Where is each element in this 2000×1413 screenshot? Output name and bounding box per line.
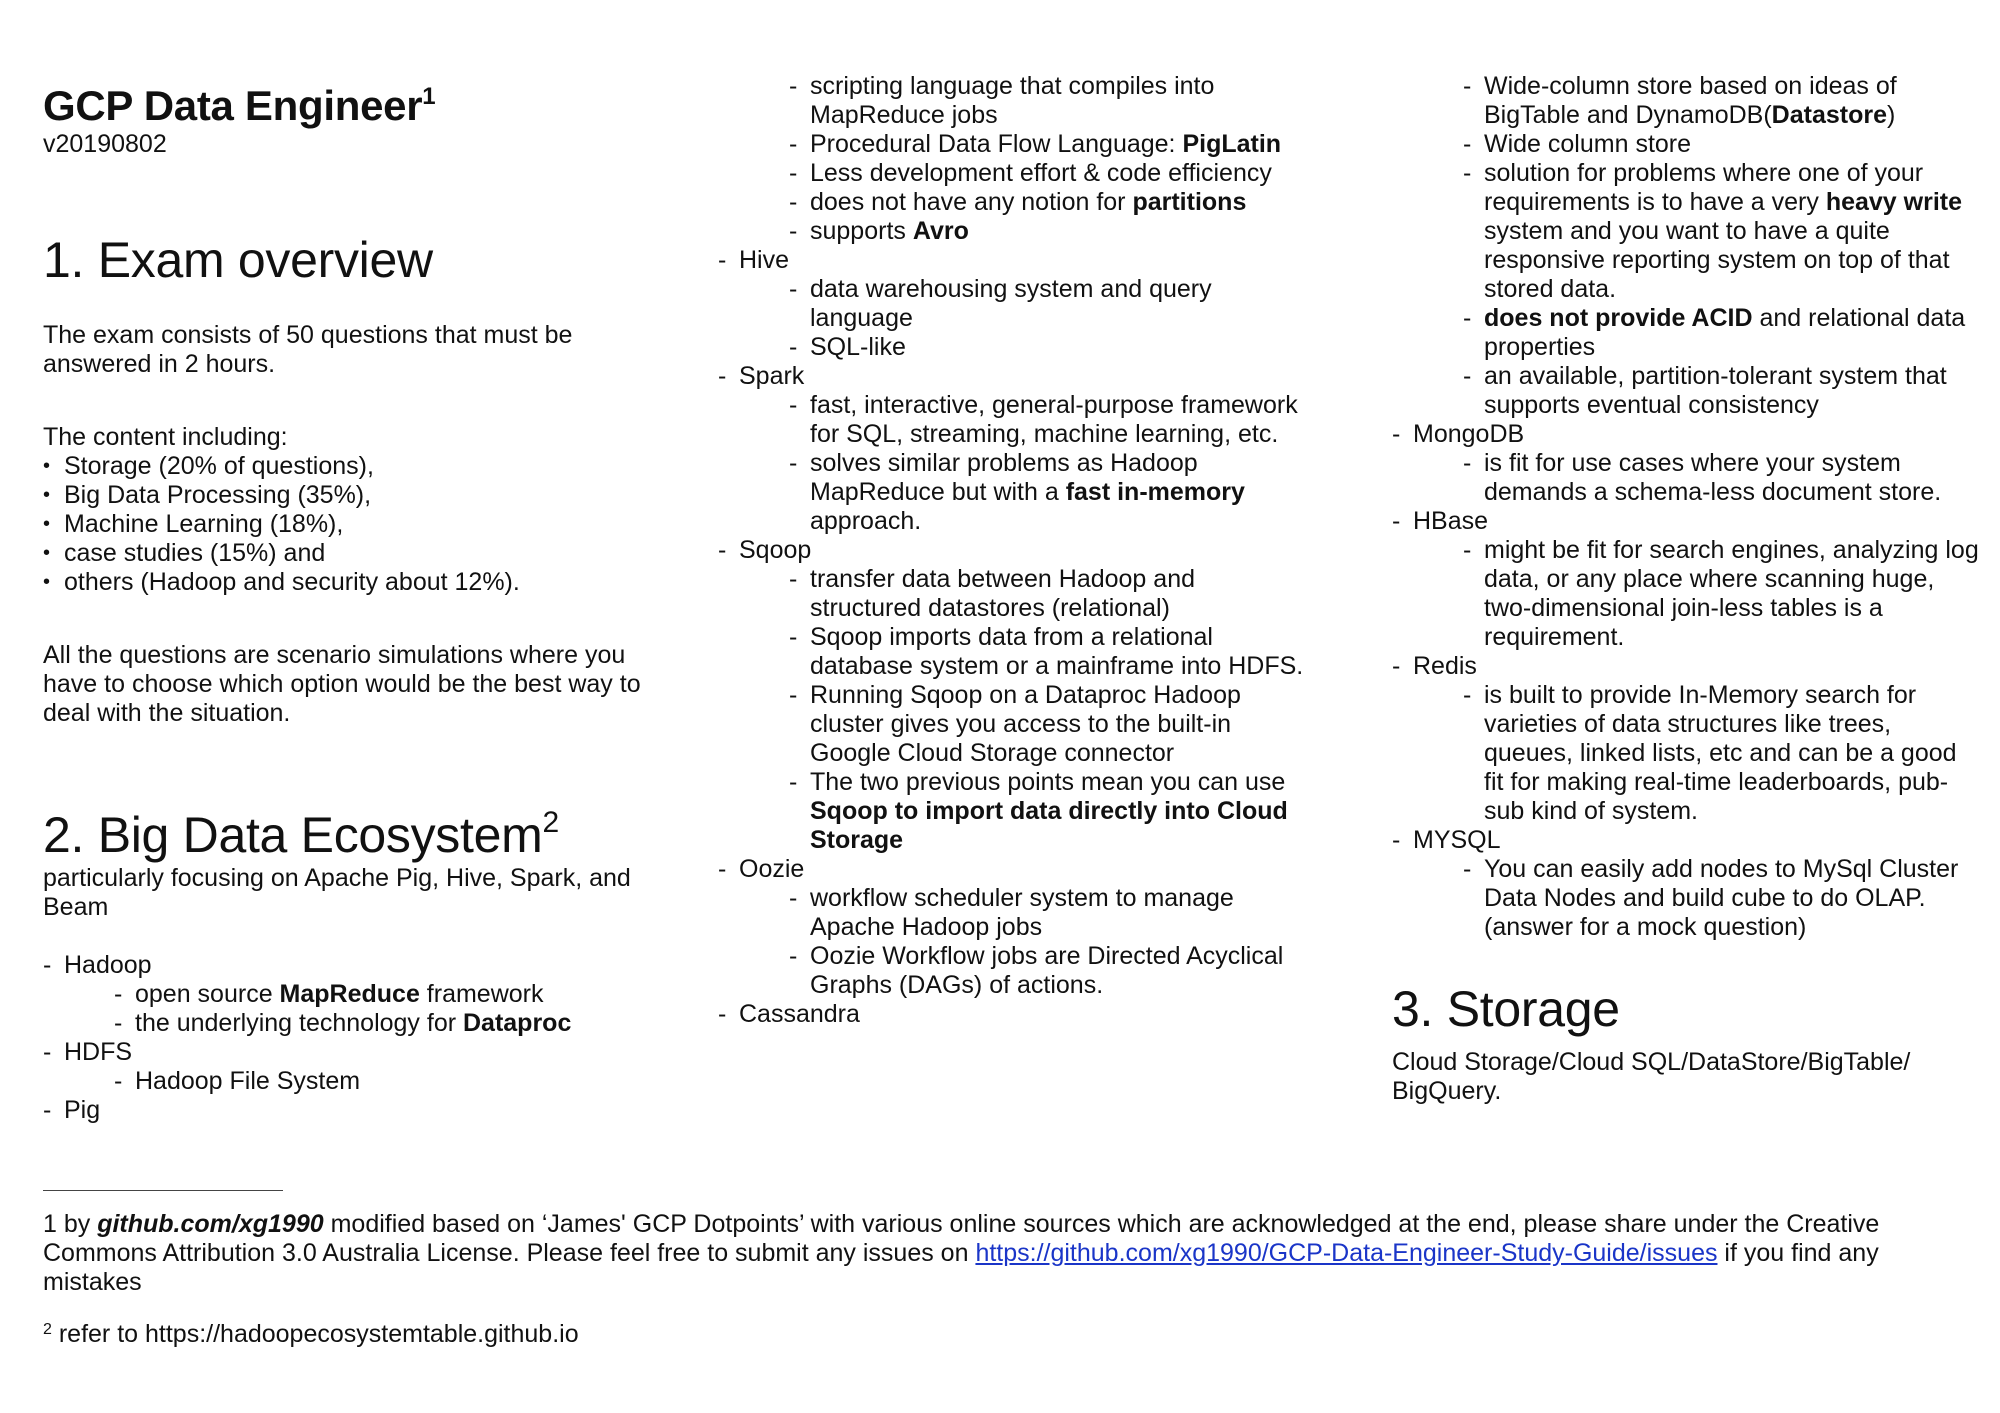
list-item: - an available, partition-tolerant system that supports eventual consistency bbox=[1463, 362, 1982, 420]
column-1 bbox=[43, 72, 643, 1125]
footnote-ref-2[interactable]: 2 bbox=[542, 806, 559, 839]
footnote-2: $^2$ refer to https://hadoopecosystemtable.github.io bbox=[43, 1320, 579, 1348]
list-item: • others (Hadoop and security about 12%). bbox=[43, 568, 643, 597]
list-item-pig-continued bbox=[718, 72, 1308, 246]
list-item: - supports Avro bbox=[789, 217, 1308, 246]
list-item: - open source MapReduce framework bbox=[114, 980, 643, 1009]
list-item: - Wide-column store based on ideas of BigTable and DynamoDB(Datastore) bbox=[1463, 72, 1982, 130]
footnote-1: 1 by github.com/xg1990 modified based on ‘James' GCP Dotpoints’ with various online sources which are acknowledged at the end, please share under the Creative Commons Attribution 3.0 Australia License. Please feel free to submit any issues on https://github.com/xg1990/GCP-Data-Engineer-Study-Guide/issues if you find any mistakes bbox=[43, 1210, 1880, 1296]
list-item: - solves similar problems as Hadoop MapReduce but with a fast in-memory approach. bbox=[789, 449, 1308, 536]
list-item-redis: - Redis - is built to provide In-Memory search for varieties of data structures like trees, queues, linked lists, etc and can be a good fit for making real-time leaderboards, pub-sub kind of system. bbox=[1392, 652, 1982, 826]
list-item: • case studies (15%) and bbox=[43, 539, 643, 568]
list-item: - is built to provide In-Memory search for varieties of data structures like trees, queues, linked lists, etc and can be a good fit for making real-time leaderboards, pub-sub kind of system. bbox=[1463, 681, 1982, 826]
ecosystem-intro: particularly focusing on Apache Pig, Hive, Spark, and Beam bbox=[43, 864, 631, 921]
list-item: - Oozie Workflow jobs are Directed Acyclical Graphs (DAGs) of actions. bbox=[789, 942, 1308, 1000]
ecosystem-list-continued bbox=[718, 72, 1308, 1029]
list-item: - does not provide ACID and relational data properties bbox=[1463, 304, 1982, 362]
document-title: GCP Data Engineer$^1$ bbox=[43, 82, 436, 129]
section-heading-storage: 3. Storage bbox=[1392, 981, 1620, 1037]
list-item: • Big Data Processing (35%), bbox=[43, 481, 643, 510]
list-item: - Running Sqoop on a Dataproc Hadoop cluster gives you access to the built-in Google Cloud Storage connector bbox=[789, 681, 1308, 768]
list-item: - fast, interactive, general-purpose framework for SQL, streaming, machine learning, etc. bbox=[789, 391, 1308, 449]
content-lead: The content including: bbox=[43, 423, 288, 451]
list-item: • Storage (20% of questions), bbox=[43, 452, 643, 481]
list-item: - solution for problems where one of your requirements is to have a very heavy write system and you want to have a quite responsive reporting system on top of that stored data. bbox=[1463, 159, 1982, 304]
list-item: - You can easily add nodes to MySql Cluster Data Nodes and build cube to do OLAP. (answer for a mock question) bbox=[1463, 855, 1982, 942]
footnote-divider bbox=[43, 1190, 283, 1191]
list-item: • Machine Learning (18%), bbox=[43, 510, 643, 539]
list-item-cassandra-continued bbox=[1392, 72, 1982, 420]
footnote-ref-1[interactable]: 1 bbox=[422, 83, 436, 110]
list-item-mongodb: - MongoDB - is fit for use cases where your system demands a schema-less document store. bbox=[1392, 420, 1982, 507]
version-label: v20190802 bbox=[43, 130, 167, 158]
ecosystem-list-continued-2 bbox=[1392, 72, 1982, 942]
storage-text: Cloud Storage/Cloud SQL/DataStore/BigTable/ BigQuery. bbox=[1392, 1048, 1911, 1105]
list-item: - Wide column store bbox=[1463, 130, 1982, 159]
list-item: - the underlying technology for Dataproc bbox=[114, 1009, 643, 1038]
list-item: - is fit for use cases where your system demands a schema-less document store. bbox=[1463, 449, 1982, 507]
list-item-hdfs: - HDFS - Hadoop File System bbox=[43, 1038, 643, 1096]
issues-link[interactable]: https://github.com/xg1990/GCP-Data-Engineer-Study-Guide/issues bbox=[975, 1239, 1718, 1267]
column-2 bbox=[718, 72, 1308, 1029]
list-item: - workflow scheduler system to manage Apache Hadoop jobs bbox=[789, 884, 1308, 942]
list-item: - Sqoop imports data from a relational database system or a mainframe into HDFS. bbox=[789, 623, 1308, 681]
list-item: - scripting language that compiles into MapReduce jobs bbox=[789, 72, 1308, 130]
list-item-hive: - Hive - data warehousing system and query language - SQL-like bbox=[718, 246, 1308, 362]
list-item-hadoop: - Hadoop - open source MapReduce framework - the underlying technology for Dataproc bbox=[43, 951, 643, 1038]
list-item: - The two previous points mean you can use Sqoop to import data directly into Cloud Storage bbox=[789, 768, 1308, 855]
content-list bbox=[43, 452, 643, 597]
list-item-mysql: - MYSQL - You can easily add nodes to MySql Cluster Data Nodes and build cube to do OLAP. (answer for a mock question) bbox=[1392, 826, 1982, 942]
exam-intro: The exam consists of 50 questions that must be answered in 2 hours. bbox=[43, 321, 573, 378]
section-heading-big-data-ecosystem: 2. Big Data Ecosystem$^2$ bbox=[43, 806, 559, 863]
list-item: - transfer data between Hadoop and structured datastores (relational) bbox=[789, 565, 1308, 623]
list-item: - SQL-like bbox=[789, 333, 1308, 362]
exam-closing: All the questions are scenario simulations where you have to choose which option would be the best way to deal with the situation. bbox=[43, 641, 641, 727]
list-item-cassandra: - Cassandra bbox=[718, 1000, 1308, 1029]
list-item: - data warehousing system and query language bbox=[789, 275, 1308, 333]
list-item: - does not have any notion for partitions bbox=[789, 188, 1308, 217]
section-heading-exam-overview: 1. Exam overview bbox=[43, 232, 433, 288]
list-item: - Hadoop File System bbox=[114, 1067, 643, 1096]
list-item-sqoop: - Sqoop - transfer data between Hadoop and structured datastores (relational) - Sqoop imports data from a relational database system or a mainframe into HDFS. - Running Sqoop on a Dataproc Hadoop cluster gives you access to the built-in Google Cloud Storage connector - The two previous points mean you can use Sqoop to import data directly into Cloud Storage bbox=[718, 536, 1308, 855]
list-item-hbase: - HBase - might be fit for search engines, analyzing log data, or any place where scanning huge, two-dimensional join-less tables is a requirement. bbox=[1392, 507, 1982, 652]
list-item-spark: - Spark - fast, interactive, general-purpose framework for SQL, streaming, machine learning, etc. - solves similar problems as Hadoop MapReduce but with a fast in-memory approach. bbox=[718, 362, 1308, 536]
ecosystem-list bbox=[43, 951, 643, 1125]
list-item-pig: - Pig bbox=[43, 1096, 643, 1125]
list-item: - Procedural Data Flow Language: PigLatin bbox=[789, 130, 1308, 159]
list-item-oozie: - Oozie - workflow scheduler system to manage Apache Hadoop jobs - Oozie Workflow jobs are Directed Acyclical Graphs (DAGs) of actions. bbox=[718, 855, 1308, 1000]
list-item: - Less development effort & code efficiency bbox=[789, 159, 1308, 188]
list-item: - might be fit for search engines, analyzing log data, or any place where scanning huge, two-dimensional join-less tables is a requirement. bbox=[1463, 536, 1982, 652]
column-3 bbox=[1392, 72, 1982, 1106]
